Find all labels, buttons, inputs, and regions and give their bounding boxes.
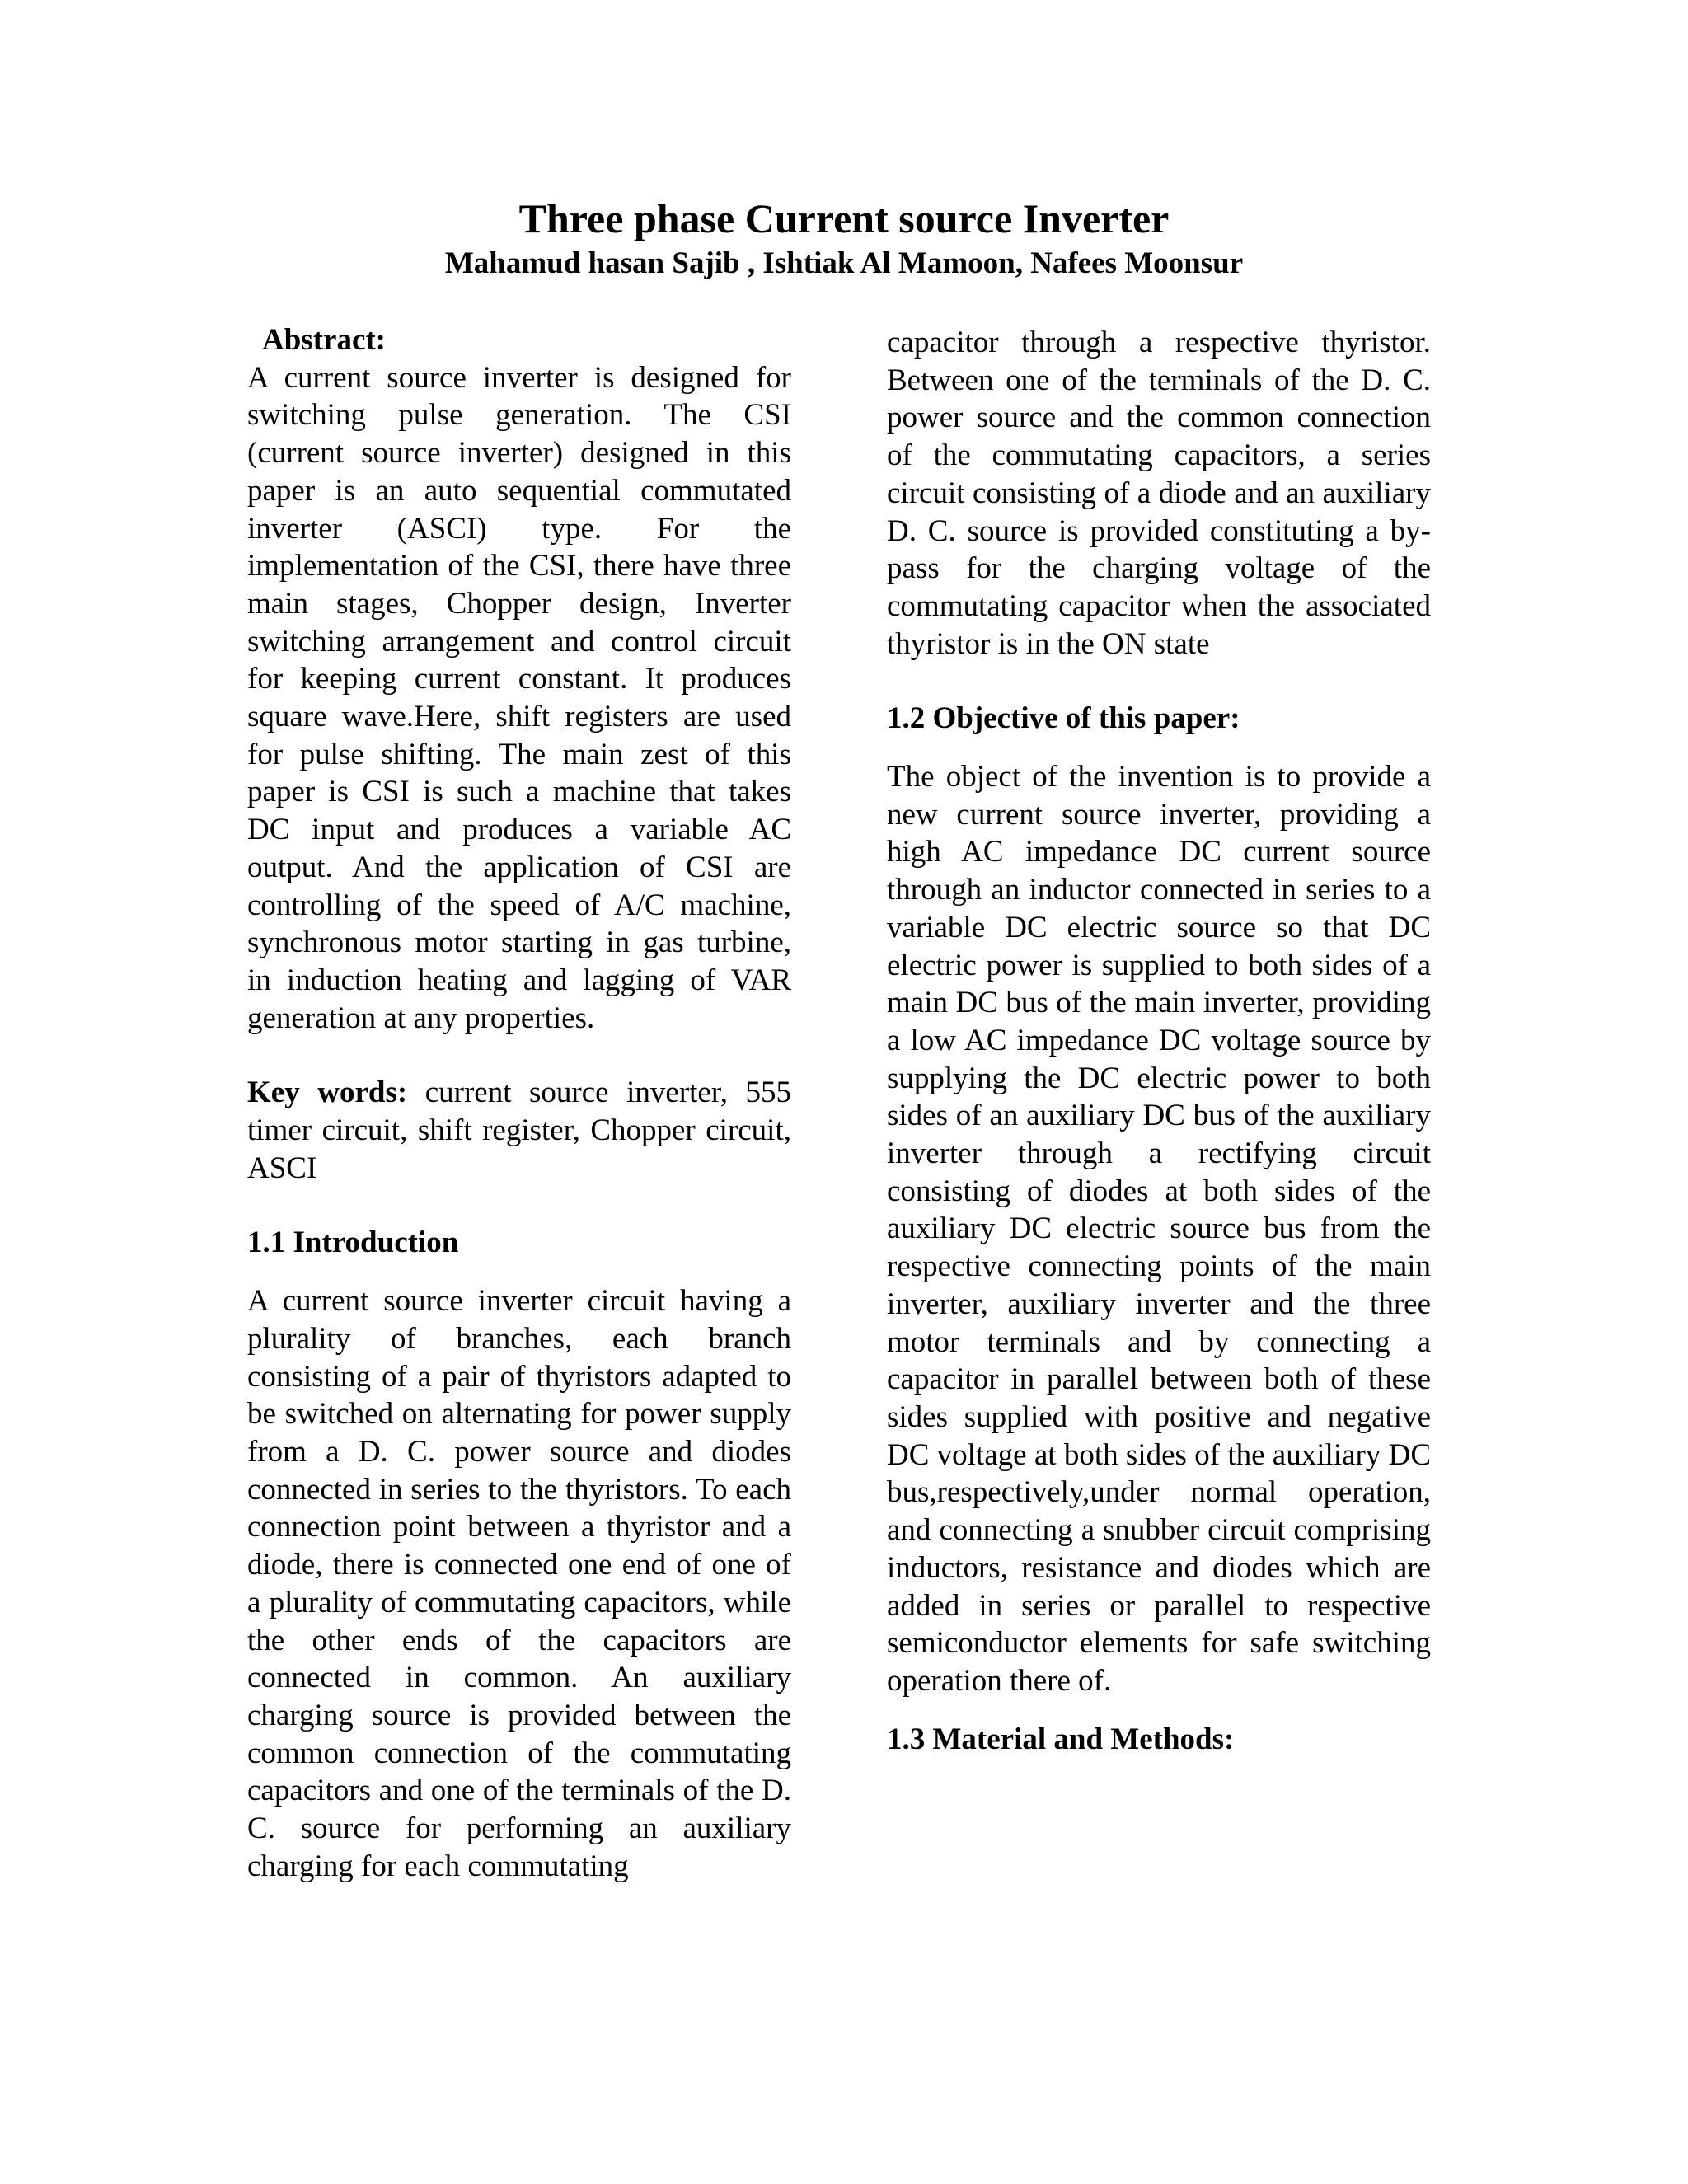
keywords-label: Key words: [247, 1076, 408, 1110]
abstract-text: A current source inverter is designed for switching pulse generation. The CSI (current source inverter) designed in this paper is an auto sequential commutated inverter (ASCI) type. For the implementation of the CSI, there have three main stages, Chopper design, Inverter switching arrangement and control circuit for keeping current constant. It produces square wave.Here, shift registers are used for pulse shifting. The main zest of this paper is CSI is such a machine that takes DC input and produces a variable AC output. And the application of CSI are controlling of the speed of A/C machine, synchronous motor starting in gas turbine, in induction heating and lagging of VAR generation at any properties. [247, 360, 791, 1035]
abstract-heading: Abstract: [262, 323, 387, 357]
left-column [247, 321, 791, 1885]
right-column [887, 324, 1431, 1758]
keywords-text: current source inverter, 555 timer circuit, shift register, Chopper circuit, ASCI [247, 1076, 791, 1185]
paper-title: Three phase Current source Inverter [518, 195, 1170, 241]
author-list: Mahamud hasan Sajib , Ishtiak Al Mamoon, Nafees Moonsur [444, 246, 1244, 280]
objective-heading: 1.2 Objective of this paper: [887, 701, 1240, 736]
keywords-paragraph [247, 1074, 791, 1187]
objective-text: The object of the invention is to provide a new current source inverter, providing a high AC impedance DC current source through an inductor connected in series to a variable DC electric source so that DC electric power is supplied to both sides of a main DC bus of the main inverter, providing a low AC impedance DC voltage source by supplying the DC electric power to both sides of an auxiliary DC bus of the auxiliary inverter through a rectifying circuit consisting of diodes at both sides of the auxiliary DC electric source bus from the respective connecting points of the main inverter, auxiliary inverter and the three motor terminals and by connecting a capacitor in parallel between both of these sides supplied with positive and negative DC voltage at both sides of the auxiliary DC bus,respectively,under normal operation, and connecting a snubber circuit comprising inductors, resistance and diodes which are added in series or parallel to respective semiconductor elements for safe switching operation there of. [887, 760, 1431, 1698]
introduction-heading: 1.1 Introduction [247, 1226, 459, 1260]
introduction-text-part2: capacitor through a respective thyristor. Between one of the terminals of the D. C. power source and the common connection of the commutating capacitors, a series circuit consisting of a diode and an auxiliary D. C. source is provided constituting a by-pass for the charging voltage of the commutating capacitor when the associated thyristor is in the ON state [887, 326, 1431, 661]
introduction-text-part1: A current source inverter circuit having a plurality of branches, each branch consisting of a pair of thyristors adapted to be switched on alternating for power supply from a D. C. power source and diodes connected in series to the thyristors. To each connection point between a thyristor and a diode, there is connected one end of one of a plurality of commutating capacitors, while the other ends of the capacitors are connected in common. An auxiliary charging source is provided between the common connection of the commutating capacitors and one of the terminals of the D. C. source for performing an auxiliary charging for each commutating [247, 1284, 791, 1883]
methods-heading: 1.3 Material and Methods: [887, 1722, 1235, 1756]
